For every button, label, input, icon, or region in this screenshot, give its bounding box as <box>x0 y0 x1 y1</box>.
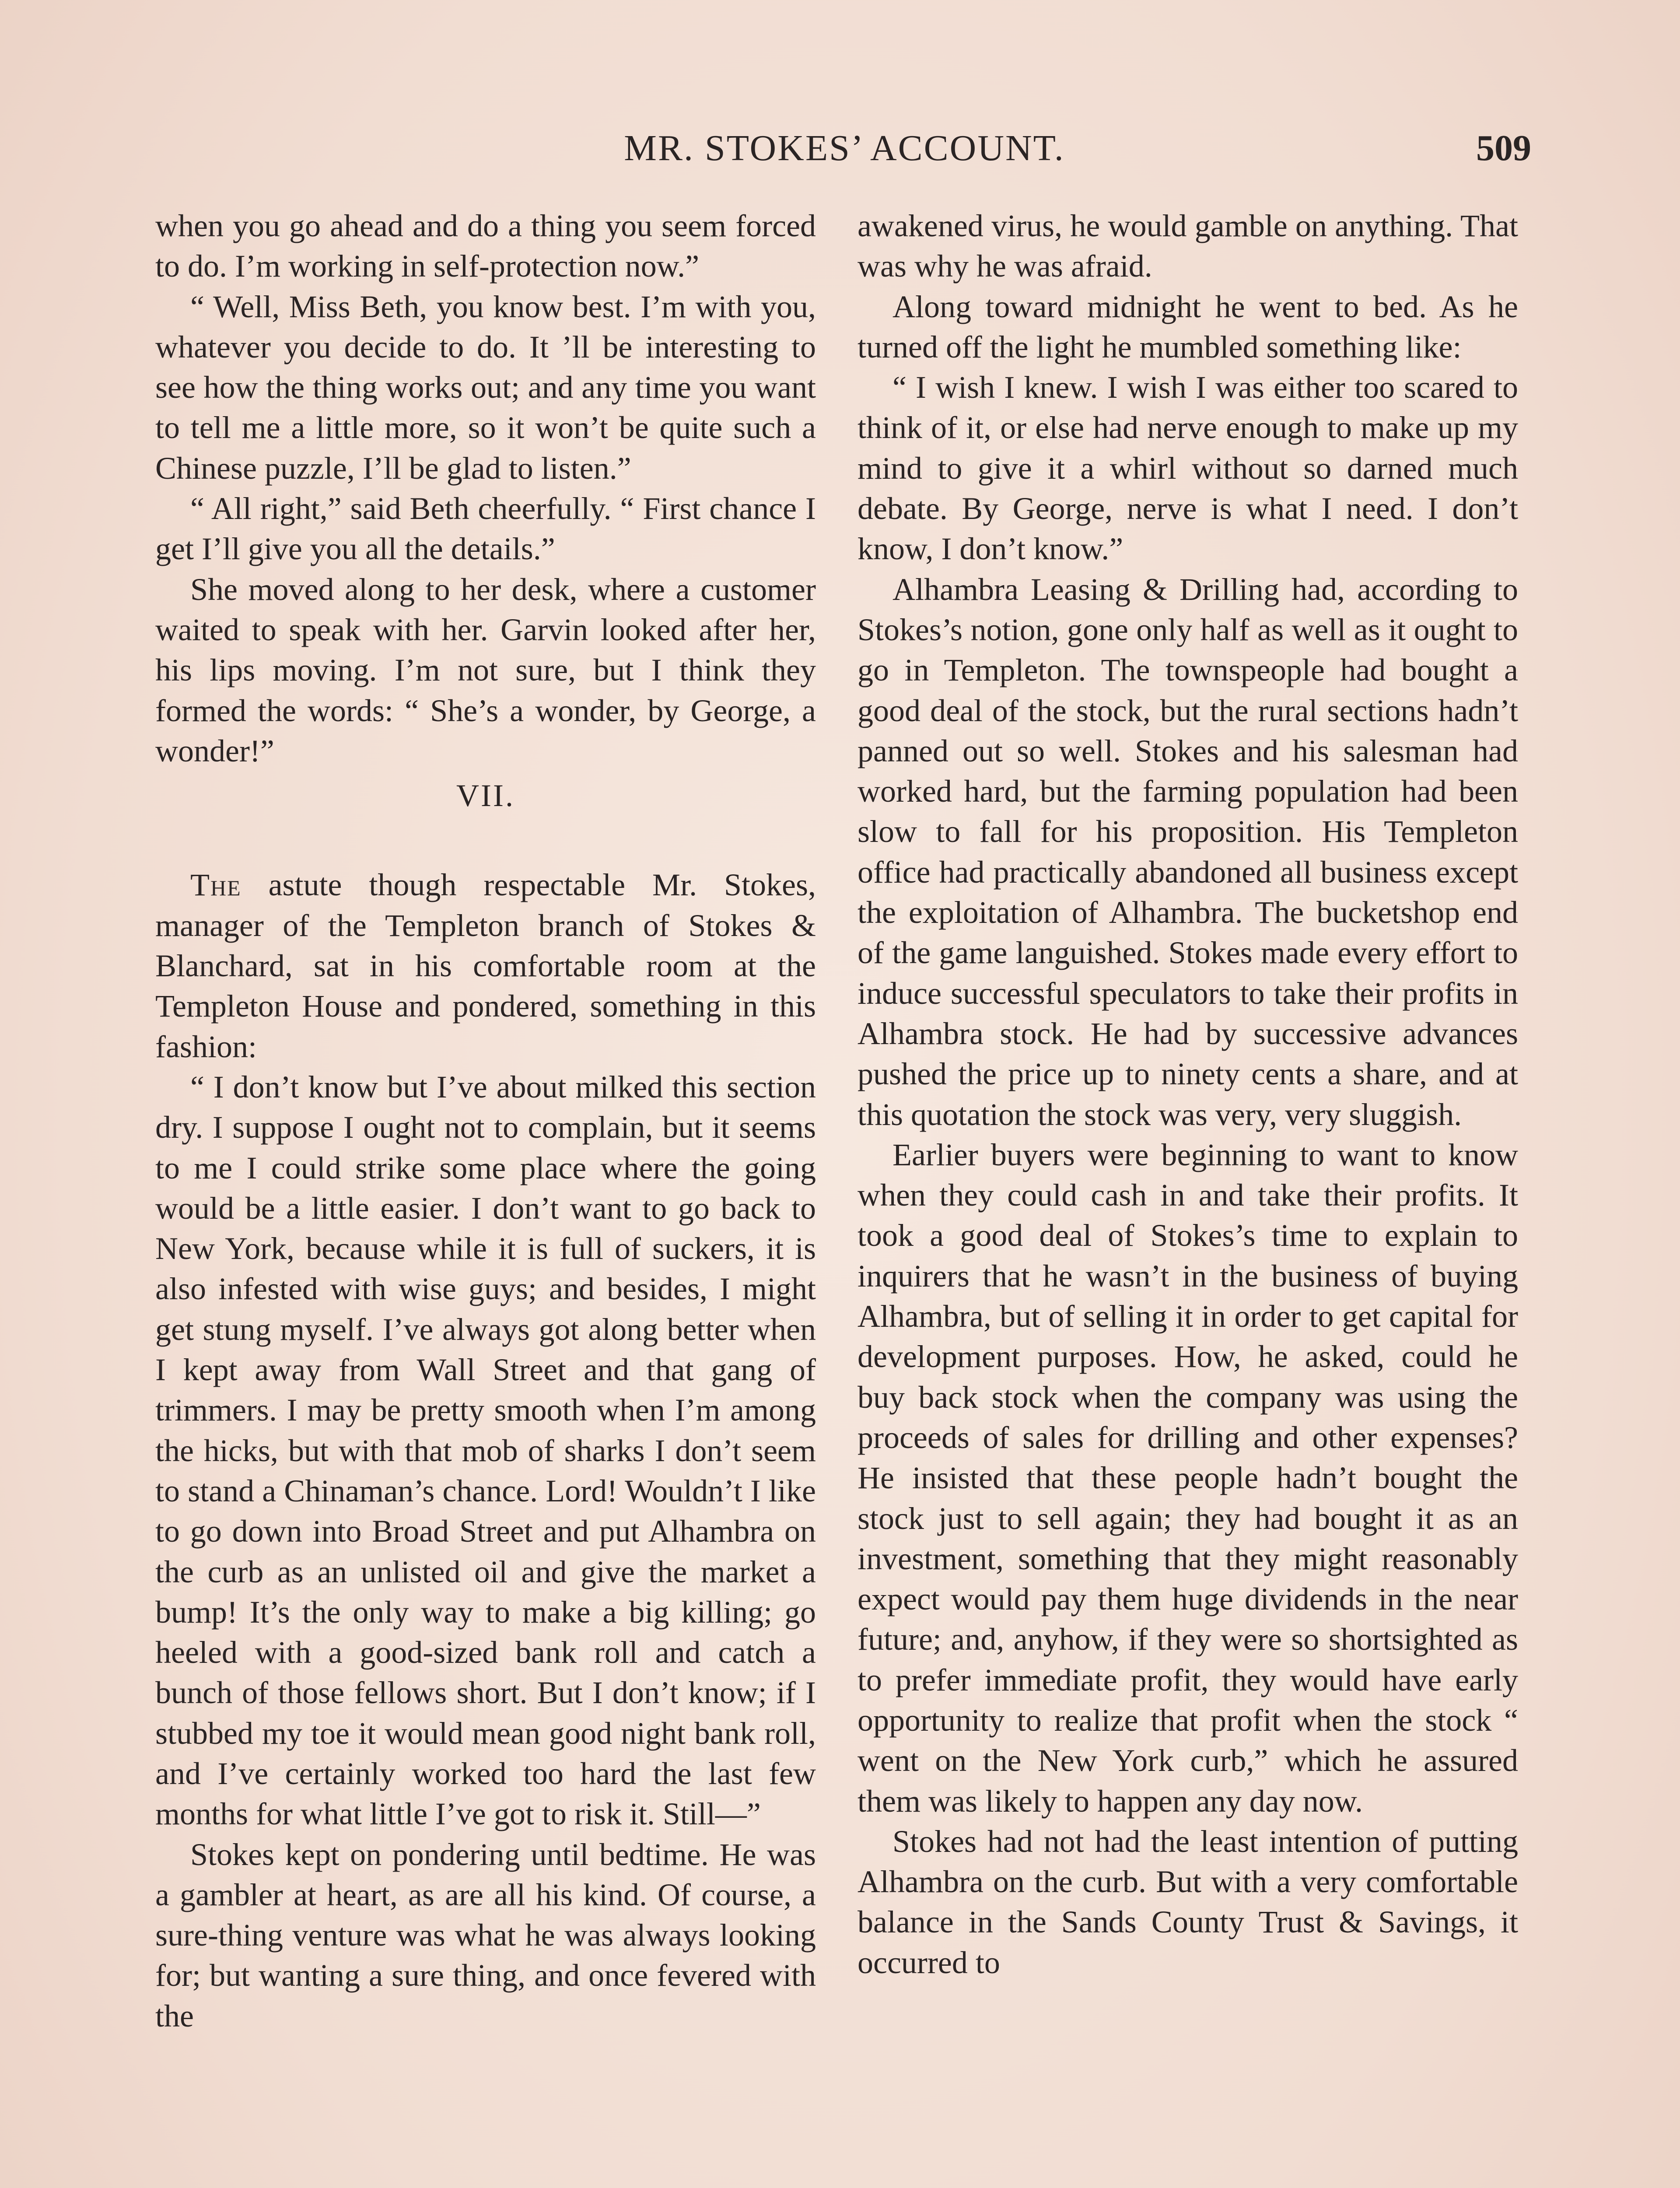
paragraph: “ I wish I knew. I wish I was either too scared to think of it, or else had nerve enough to make up my mind to give it a whirl without so darned much debate. By George, nerve is what I need. I don’t know, I don’t know.” <box>858 370 1518 567</box>
lead-word: The <box>190 867 242 903</box>
paragraph: Alhambra Leasing & Drilling had, according to Stokes’s notion, gone only half as well as it ought to go in Templeton. The townspeople had bought a good deal of the stock, but the rural sections hadn’t panned out so well. Stokes and his salesman had worked hard, but the farming population had been slow to fall for his proposition. His Templeton office had practically abandoned all business except the exploitation of Alhambra. The bucketshop end of the game languished. Stokes made every effort to induce successful speculators to take their profits in Alhambra stock. He had by successive advances pushed the price up to ninety cents a share, and at this quotation the stock was very, very sluggish. <box>858 572 1518 1132</box>
paragraph: “ I don’t know but I’ve about milked this section dry. I suppose I ought not to complain, but it seems to me I could strike some place where the going would be a little easier. I don’t want to go back to New York, because while it is full of suckers, it is also infested with wise guys; and besides, I might get stung myself. I’ve always got along better when I kept away from Wall Street and that gang of trimmers. I may be pretty smooth when I’m among the hicks, but with that mob of sharks I don’t seem to stand a Chinaman’s chance. Lord! Wouldn’t I like to go down into Broad Street and put Alhambra on the curb as an unlisted oil and give the market a bump! It’s the only way to make a big killing; go heeled with a good-sized bank roll and catch a bunch of those fellows short. But I don’t know; if I stubbed my toe it would mean good night bank roll, and I’ve certainly worked too hard the last few months for what little I’ve got to risk it. Still—” <box>155 1069 816 1832</box>
right-column <box>858 206 1518 1983</box>
paragraph: Stokes kept on pondering until bedtime. He was a gambler at heart, as are all his kind. Of course, a sure-thing venture was what he was always looking for; but wanting a sure thing, and once fevered with the <box>155 1837 816 2034</box>
paragraph: “ All right,” said Beth cheerfully. “ First chance I get I’ll give you all the details.” <box>155 491 816 567</box>
paragraph: Earlier buyers were beginning to want to know when they could cash in and take their profits. It took a good deal of Stokes’s time to explain to inquirers that he wasn’t in the business of buying Alhambra, but of selling it in order to get capital for development purposes. How, he asked, could he buy back stock when the company was using the proceeds of sales for drilling and other expenses? He insisted that these people hadn’t bought the stock just to sell again; they had bought it as an investment, something that they might reasonably expect would pay them huge dividends in the near future; and, anyhow, if they were so shortsighted as to prefer immediate profit, they would have early opportunity to realize that profit when the stock “ went on the New York curb,” which he assured them was likely to happen any day now. <box>858 1137 1518 1819</box>
section-heading: VII. <box>456 778 515 813</box>
paragraph: when you go ahead and do a thing you seem forced to do. I’m working in self-protection now.” <box>155 208 816 284</box>
running-head <box>158 127 1531 179</box>
paragraph-text: astute though respectable Mr. Stokes, manager of the Templeton branch of Stokes & Blanchard, sat in his comfortable room at the Templeton House and pondered, something in this fashion: <box>155 867 816 1064</box>
paragraph <box>155 865 816 1066</box>
running-title: MR. STOKES’ ACCOUNT. <box>624 128 1065 168</box>
left-column <box>155 206 816 2036</box>
page-number: 509 <box>1476 128 1531 168</box>
paragraph: Stokes had not had the least intention of putting Alhambra on the curb. But with a very comfortable balance in the Sands County Trust & Savings, it occurred to <box>858 1823 1518 1980</box>
paragraph: awakened virus, he would gamble on anything. That was why he was afraid. <box>858 208 1518 284</box>
paragraph: Along toward midnight he went to bed. As he turned off the light he mumbled something like: <box>858 289 1518 365</box>
paragraph: “ Well, Miss Beth, you know best. I’m with you, whatever you decide to do. It ’ll be interesting to see how the thing works out; and any time you want to tell me a little more, so it won’t be quite such a Chinese puzzle, I’ll be glad to listen.” <box>155 289 816 486</box>
paragraph: She moved along to her desk, where a customer waited to speak with her. Garvin looked after her, his lips moving. I’m not sure, but I think they formed the words: “ She’s a wonder, by George, a wonder!” <box>155 572 816 768</box>
